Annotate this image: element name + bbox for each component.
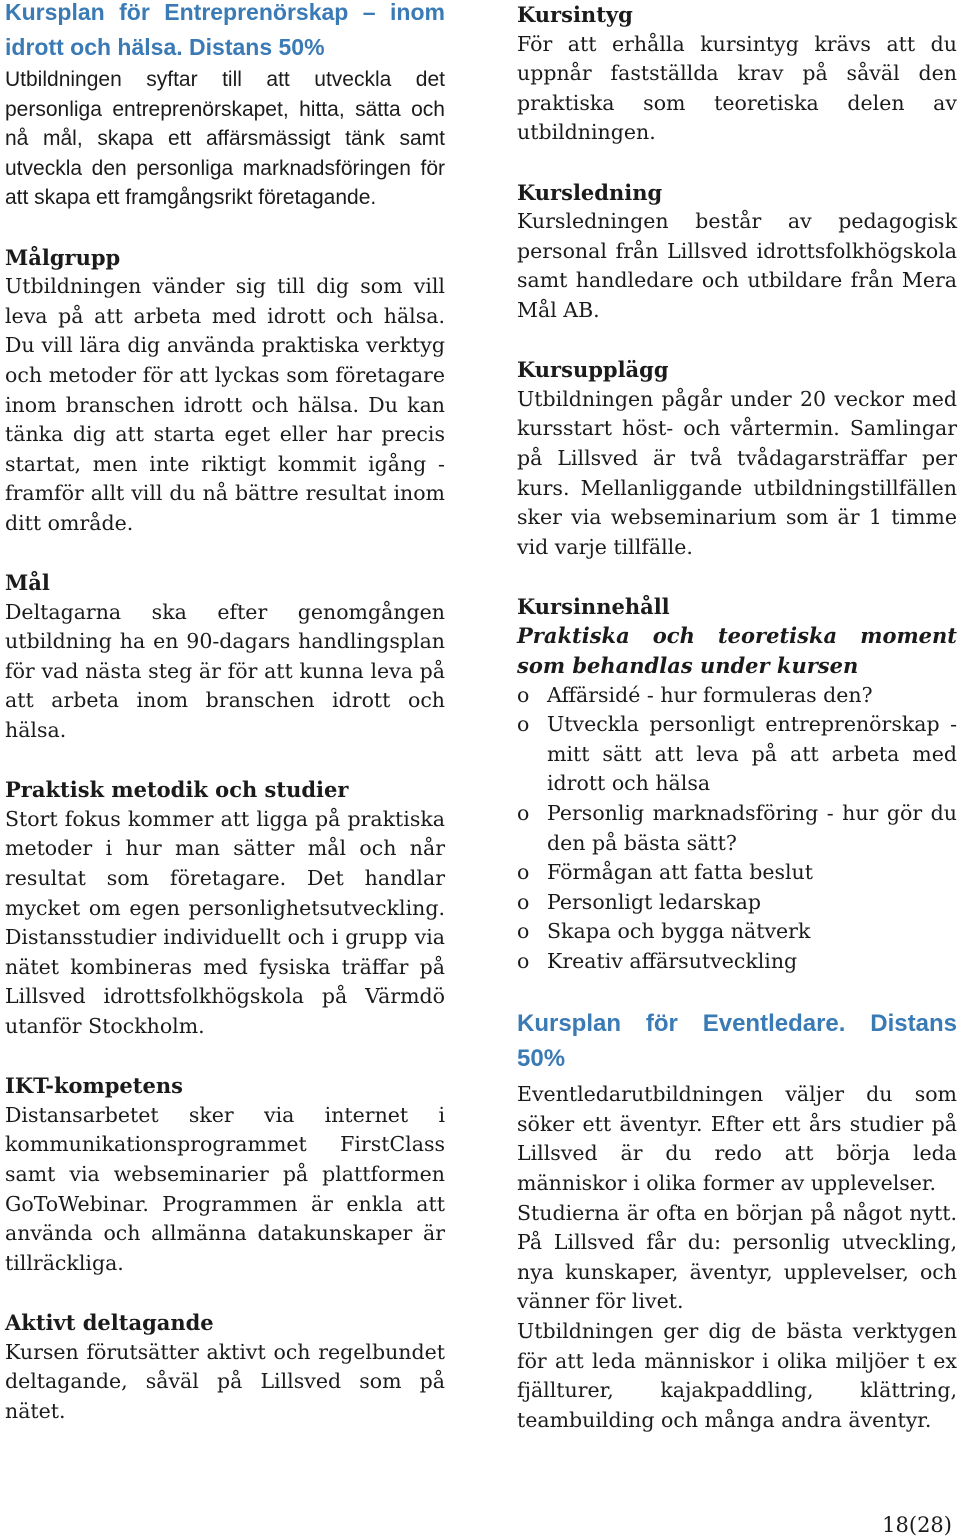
- ikt-section: [5, 1071, 445, 1278]
- bullet-marker: o: [517, 889, 530, 914]
- ikt-heading: IKT-kompetens: [5, 1073, 183, 1099]
- innehall-subheading: Praktiska och teoretiska moment som behandlas under kursen: [517, 623, 957, 679]
- course-title-entreprenorskap: Kursplan för Entreprenörskap – inom idrott och hälsa. Distans 50%: [5, 0, 445, 60]
- aktivt-section: [5, 1308, 445, 1426]
- list-item: [517, 917, 957, 947]
- ikt-text: Distansarbetet sker via internet i kommunikationsprogrammet FirstClass samt via webseminarier på plattformen GoToWebinar. Programmen är enkla att använda och allmänna datakunskaper är tillräckliga.: [5, 1102, 445, 1275]
- left-column: [5, 0, 445, 1456]
- innehall-list: [517, 681, 957, 977]
- list-item-text: Skapa och bygga nätverk: [547, 919, 811, 944]
- list-item-text: Utveckla personligt entreprenörskap - mitt sätt att leva på att arbeta med idrott och hälsa: [547, 712, 957, 796]
- right-column: [517, 0, 957, 1435]
- aktivt-text: Kursen förutsätter aktivt och regelbundet deltagande, såväl på Lillsved som på nätet.: [5, 1339, 445, 1423]
- bullet-marker: o: [517, 860, 530, 885]
- list-item-text: Förmågan att fatta beslut: [547, 860, 813, 885]
- ledning-section: [517, 178, 957, 326]
- intyg-text: För att erhålla kursintyg krävs att du uppnår fastställda krav på såväl den praktiska som teoretiska delen av utbildningen.: [517, 31, 957, 145]
- mal-heading: Mål: [5, 570, 50, 596]
- list-item: [517, 681, 957, 711]
- list-item-text: Personlig marknadsföring - hur gör du den på bästa sätt?: [547, 801, 957, 855]
- innehall-section: [517, 592, 957, 977]
- event-paragraph-1: Eventledarutbildningen väljer du som söker ett äventyr. Efter ett års studier på Lillsved är du redo att börja leda människor i olika former av upplevelser.: [517, 1082, 957, 1195]
- list-item-text: Personligt ledarskap: [547, 889, 761, 914]
- intyg-section: [517, 0, 957, 148]
- bullet-marker: o: [517, 949, 530, 973]
- mal-section: [5, 568, 445, 746]
- bullet-marker: o: [517, 682, 530, 707]
- malgrupp-section: [5, 243, 445, 539]
- upplagg-heading: Kursupplägg: [517, 357, 669, 383]
- list-item: [517, 858, 957, 888]
- ledning-text: Kursledningen består av pedagogisk personal från Lillsved idrottsfolkhögskola samt handledare och utbildare från Mera Mål AB.: [517, 209, 957, 322]
- course-title-eventledare: Kursplan för Eventledare. Distans 50%: [517, 1010, 957, 1073]
- intro-section: [5, 0, 445, 213]
- metodik-section: [5, 775, 445, 1041]
- innehall-heading: Kursinnehåll: [517, 593, 670, 619]
- bullet-marker: o: [517, 919, 530, 944]
- event-paragraph-3: Utbildningen ger dig de bästa verktygen för att leda människor i olika miljöer t ex fjällturer, kajakpaddling, klättring, teambuilding och många andra äventyr.: [517, 1318, 957, 1432]
- eventledare-section: [517, 1006, 957, 1435]
- bullet-marker: o: [517, 801, 530, 826]
- metodik-text: Stort fokus kommer att ligga på praktiska metoder i hur man sätter mål och når resultat som företagare. Det handlar mycket om egen personlighetsutveckling. Distansstudier individuellt och i grupp via nätet kombineras med fysiska träffar på Lillsved idrottsfolkhögskola på Värmdö utanför Stockholm.: [5, 806, 445, 1038]
- upplagg-section: [517, 355, 957, 562]
- malgrupp-heading: Målgrupp: [5, 244, 121, 270]
- list-item-text: Kreativ affärsutveckling: [547, 949, 798, 973]
- aktivt-heading: Aktivt deltagande: [5, 1309, 214, 1335]
- bullet-marker: o: [517, 712, 530, 737]
- list-item: [517, 947, 957, 977]
- ledning-heading: Kursledning: [517, 179, 663, 205]
- list-item: [517, 710, 957, 799]
- mal-text: Deltagarna ska efter genomgången utbildning ha en 90-dagars handlingsplan för vad nästa steg är för att kunna leva på att arbeta inom branschen idrott och hälsa.: [5, 599, 445, 743]
- page-number: 18(28): [882, 1513, 952, 1537]
- list-item: [517, 799, 957, 858]
- intyg-heading: Kursintyg: [517, 2, 633, 27]
- intro-text: Utbildningen syftar till att utveckla det personliga entreprenörskapet, hitta, sätta och nå mål, skapa ett affärsmässigt tänk samt utveckla den personliga marknadsföringen för att skapa ett framgångsrikt företagande.: [5, 68, 445, 210]
- malgrupp-text: Utbildningen vänder sig till dig som vill leva på att arbeta med idrott och hälsa. Du vill lära dig använda praktiska verktyg och metoder för att lyckas som företagare inom branschen idrott och hälsa. Du kan tänka dig att starta eget eller har precis startat, men inte riktigt kommit igång - framför allt vill du nå bättre resultat inom ditt område.: [5, 274, 445, 535]
- list-item: [517, 888, 957, 918]
- metodik-heading: Praktisk metodik och studier: [5, 777, 349, 803]
- event-paragraph-2: Studierna är ofta en början på något nytt. På Lillsved får du: personlig utveckling, nya kunskaper, äventyr, upplevelser, och vänner för livet.: [517, 1200, 957, 1314]
- upplagg-text: Utbildningen pågår under 20 veckor med kursstart höst- och vårtermin. Samlingar på Lillsved är två tvådagarsträffar per kurs. Mellanliggande utbildningstillfällen sker via webseminarium som är 1 timme vid varje tillfälle.: [517, 386, 957, 559]
- list-item-text: Affärsidé - hur formuleras den?: [547, 682, 873, 707]
